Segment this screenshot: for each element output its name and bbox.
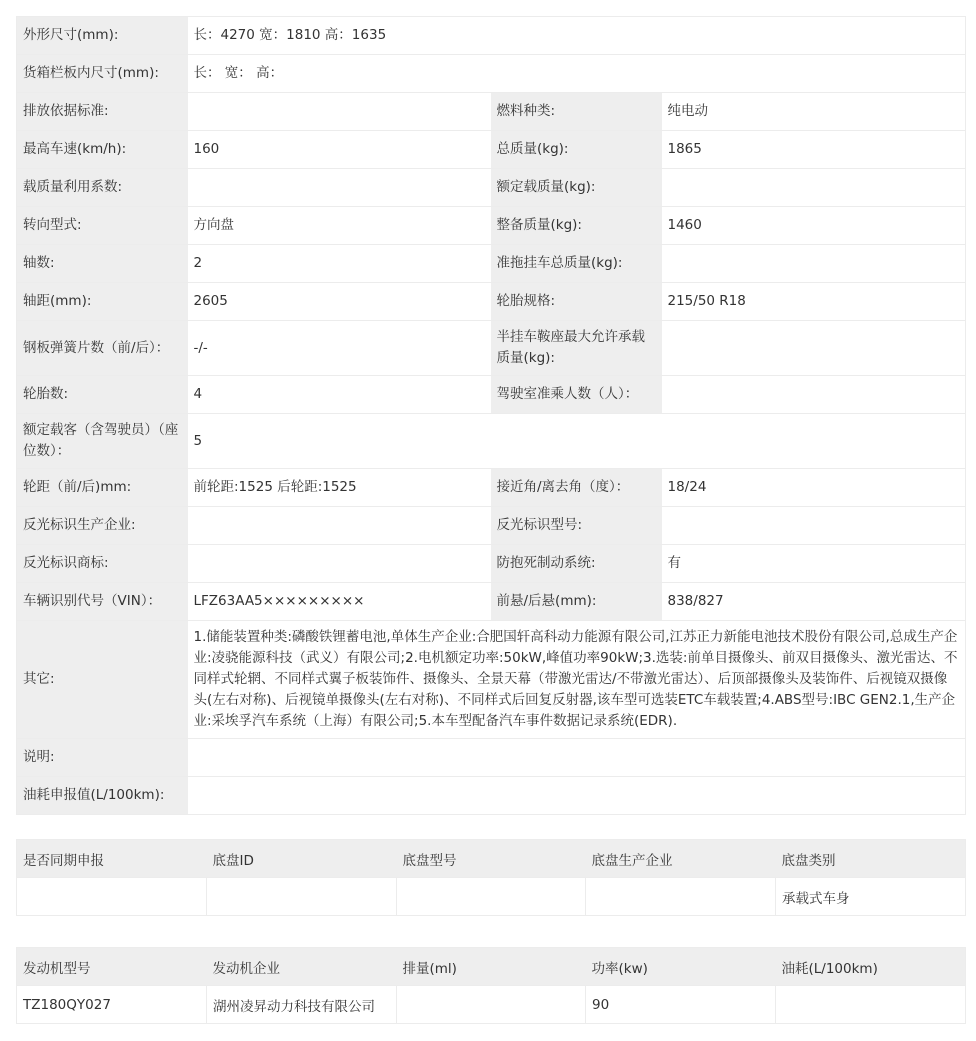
vehicle-spec-table <box>16 16 966 815</box>
spec-value <box>662 169 966 207</box>
spec-value: 160 <box>188 131 491 169</box>
spec-label: 半挂车鞍座最大允许承载质量(kg): <box>491 321 662 376</box>
spec-row-seats <box>17 414 966 469</box>
spec-row-fuel-declared <box>17 777 966 815</box>
spec-label: 防抱死制动系统: <box>491 545 662 583</box>
chassis-table <box>16 839 966 916</box>
spec-row <box>17 469 966 507</box>
column-header: 功率(kw) <box>586 948 776 986</box>
spec-value: 215/50 R18 <box>662 283 966 321</box>
spec-value: 纯电动 <box>662 93 966 131</box>
engine-table <box>16 947 966 1024</box>
spec-label: 前悬/后悬(mm): <box>491 583 662 621</box>
spec-label: 排放依据标准: <box>17 93 188 131</box>
spec-value: 18/24 <box>662 469 966 507</box>
spec-row <box>17 583 966 621</box>
table-cell <box>397 878 586 916</box>
table-cell <box>17 878 207 916</box>
spec-value <box>662 245 966 283</box>
spec-label: 说明: <box>17 739 188 777</box>
column-header: 发动机型号 <box>17 948 207 986</box>
spec-label: 接近角/离去角（度）： <box>491 469 662 507</box>
spec-row <box>17 376 966 414</box>
spec-label: 其它: <box>17 621 188 739</box>
table-cell <box>586 878 776 916</box>
spec-label: 驾驶室准乘人数（人）： <box>491 376 662 414</box>
column-header: 底盘类别 <box>776 840 966 878</box>
spec-value: -/- <box>188 321 491 376</box>
spec-value-other: 1.储能装置种类:磷酸铁锂蓄电池,单体生产企业:合肥国轩高科动力能源有限公司,江苏正力新能电池技术股份有限公司,总成生产企业:凌骁能源科技（武义）有限公司;2.电机额定功率:50kW,峰值功率90kW;3.选装:前单目摄像头、前双目摄像头、激光雷达、不同样式轮辋、不同样式翼子板装饰件、摄像头、全景天幕（带激光雷达/不带激光雷达）、后顶部摄像头及装饰件、后视镜双摄像头(左右对称)、后视镜单摄像头(左右对称)、不同样式后回复反射器,该车型可选装ETC车载装置;4.ABS型号:IBC GEN2.1,生产企业:采埃孚汽车系统（上海）有限公司;5.本车型配备汽车事件数据记录系统(EDR). <box>188 621 966 739</box>
spec-label: 转向型式: <box>17 207 188 245</box>
spec-value: 有 <box>662 545 966 583</box>
spec-value <box>188 507 491 545</box>
spec-value <box>188 739 966 777</box>
spec-label: 货箱栏板内尺寸(mm): <box>17 55 188 93</box>
spec-label: 额定载客（含驾驶员）（座位数）： <box>17 414 188 469</box>
spec-row-note <box>17 739 966 777</box>
spec-value <box>188 777 966 815</box>
spec-value: LFZ63AA5××××××××× <box>188 583 491 621</box>
spec-label: 额定载质量(kg): <box>491 169 662 207</box>
spec-label: 反光标识型号: <box>491 507 662 545</box>
spec-value <box>188 545 491 583</box>
spec-label: 轮胎规格: <box>491 283 662 321</box>
spec-label: 油耗申报值(L/100km): <box>17 777 188 815</box>
spec-label: 最高车速(km/h): <box>17 131 188 169</box>
column-header: 排量(ml) <box>397 948 586 986</box>
spec-value: 5 <box>188 414 966 469</box>
table-cell: 湖州凌昇动力科技有限公司 <box>207 986 397 1024</box>
spec-row <box>17 507 966 545</box>
spec-row <box>17 245 966 283</box>
spec-label: 轴距(mm): <box>17 283 188 321</box>
spec-label: 钢板弹簧片数（前/后）： <box>17 321 188 376</box>
spec-row-other <box>17 621 966 739</box>
column-header: 底盘ID <box>207 840 397 878</box>
table-cell <box>776 986 966 1024</box>
spec-label: 外形尺寸(mm): <box>17 17 188 55</box>
spec-label: 轮胎数: <box>17 376 188 414</box>
table-cell <box>397 986 586 1024</box>
spec-value: 4 <box>188 376 491 414</box>
spec-label: 反光标识商标: <box>17 545 188 583</box>
table-row <box>17 986 966 1024</box>
spec-label: 载质量利用系数: <box>17 169 188 207</box>
spec-value: 前轮距:1525 后轮距:1525 <box>188 469 491 507</box>
column-header: 底盘型号 <box>397 840 586 878</box>
spec-row <box>17 169 966 207</box>
spec-row <box>17 207 966 245</box>
table-cell: 90 <box>586 986 776 1024</box>
spec-label: 准拖挂车总质量(kg): <box>491 245 662 283</box>
spec-row-dimensions <box>17 17 966 55</box>
spec-row <box>17 545 966 583</box>
spec-value <box>662 321 966 376</box>
column-header: 油耗(L/100km) <box>776 948 966 986</box>
spec-value: 长： 宽： 高： <box>188 55 966 93</box>
spec-label: 燃料种类: <box>491 93 662 131</box>
spec-value <box>188 169 491 207</box>
spec-value <box>662 507 966 545</box>
spec-row-cargo-box <box>17 55 966 93</box>
chassis-header-row <box>17 840 966 878</box>
column-header: 发动机企业 <box>207 948 397 986</box>
spec-label: 总质量(kg): <box>491 131 662 169</box>
spec-value <box>188 93 491 131</box>
spec-value: 长：4270 宽：1810 高：1635 <box>188 17 966 55</box>
spec-value: 2605 <box>188 283 491 321</box>
column-header: 是否同期申报 <box>17 840 207 878</box>
table-row <box>17 878 966 916</box>
table-cell: TZ180QY027 <box>17 986 207 1024</box>
spec-label: 轮距（前/后)mm: <box>17 469 188 507</box>
table-cell: 承载式车身 <box>776 878 966 916</box>
spec-row <box>17 131 966 169</box>
spec-label: 车辆识别代号（VIN）： <box>17 583 188 621</box>
spec-value: 方向盘 <box>188 207 491 245</box>
spec-row <box>17 321 966 376</box>
spec-value: 1865 <box>662 131 966 169</box>
table-cell <box>207 878 397 916</box>
spec-row <box>17 283 966 321</box>
spec-label: 整备质量(kg): <box>491 207 662 245</box>
spec-label: 轴数: <box>17 245 188 283</box>
spec-row <box>17 93 966 131</box>
spec-value: 2 <box>188 245 491 283</box>
spec-value <box>662 376 966 414</box>
engine-header-row <box>17 948 966 986</box>
spec-label: 反光标识生产企业: <box>17 507 188 545</box>
spec-value: 1460 <box>662 207 966 245</box>
spec-value: 838/827 <box>662 583 966 621</box>
column-header: 底盘生产企业 <box>586 840 776 878</box>
